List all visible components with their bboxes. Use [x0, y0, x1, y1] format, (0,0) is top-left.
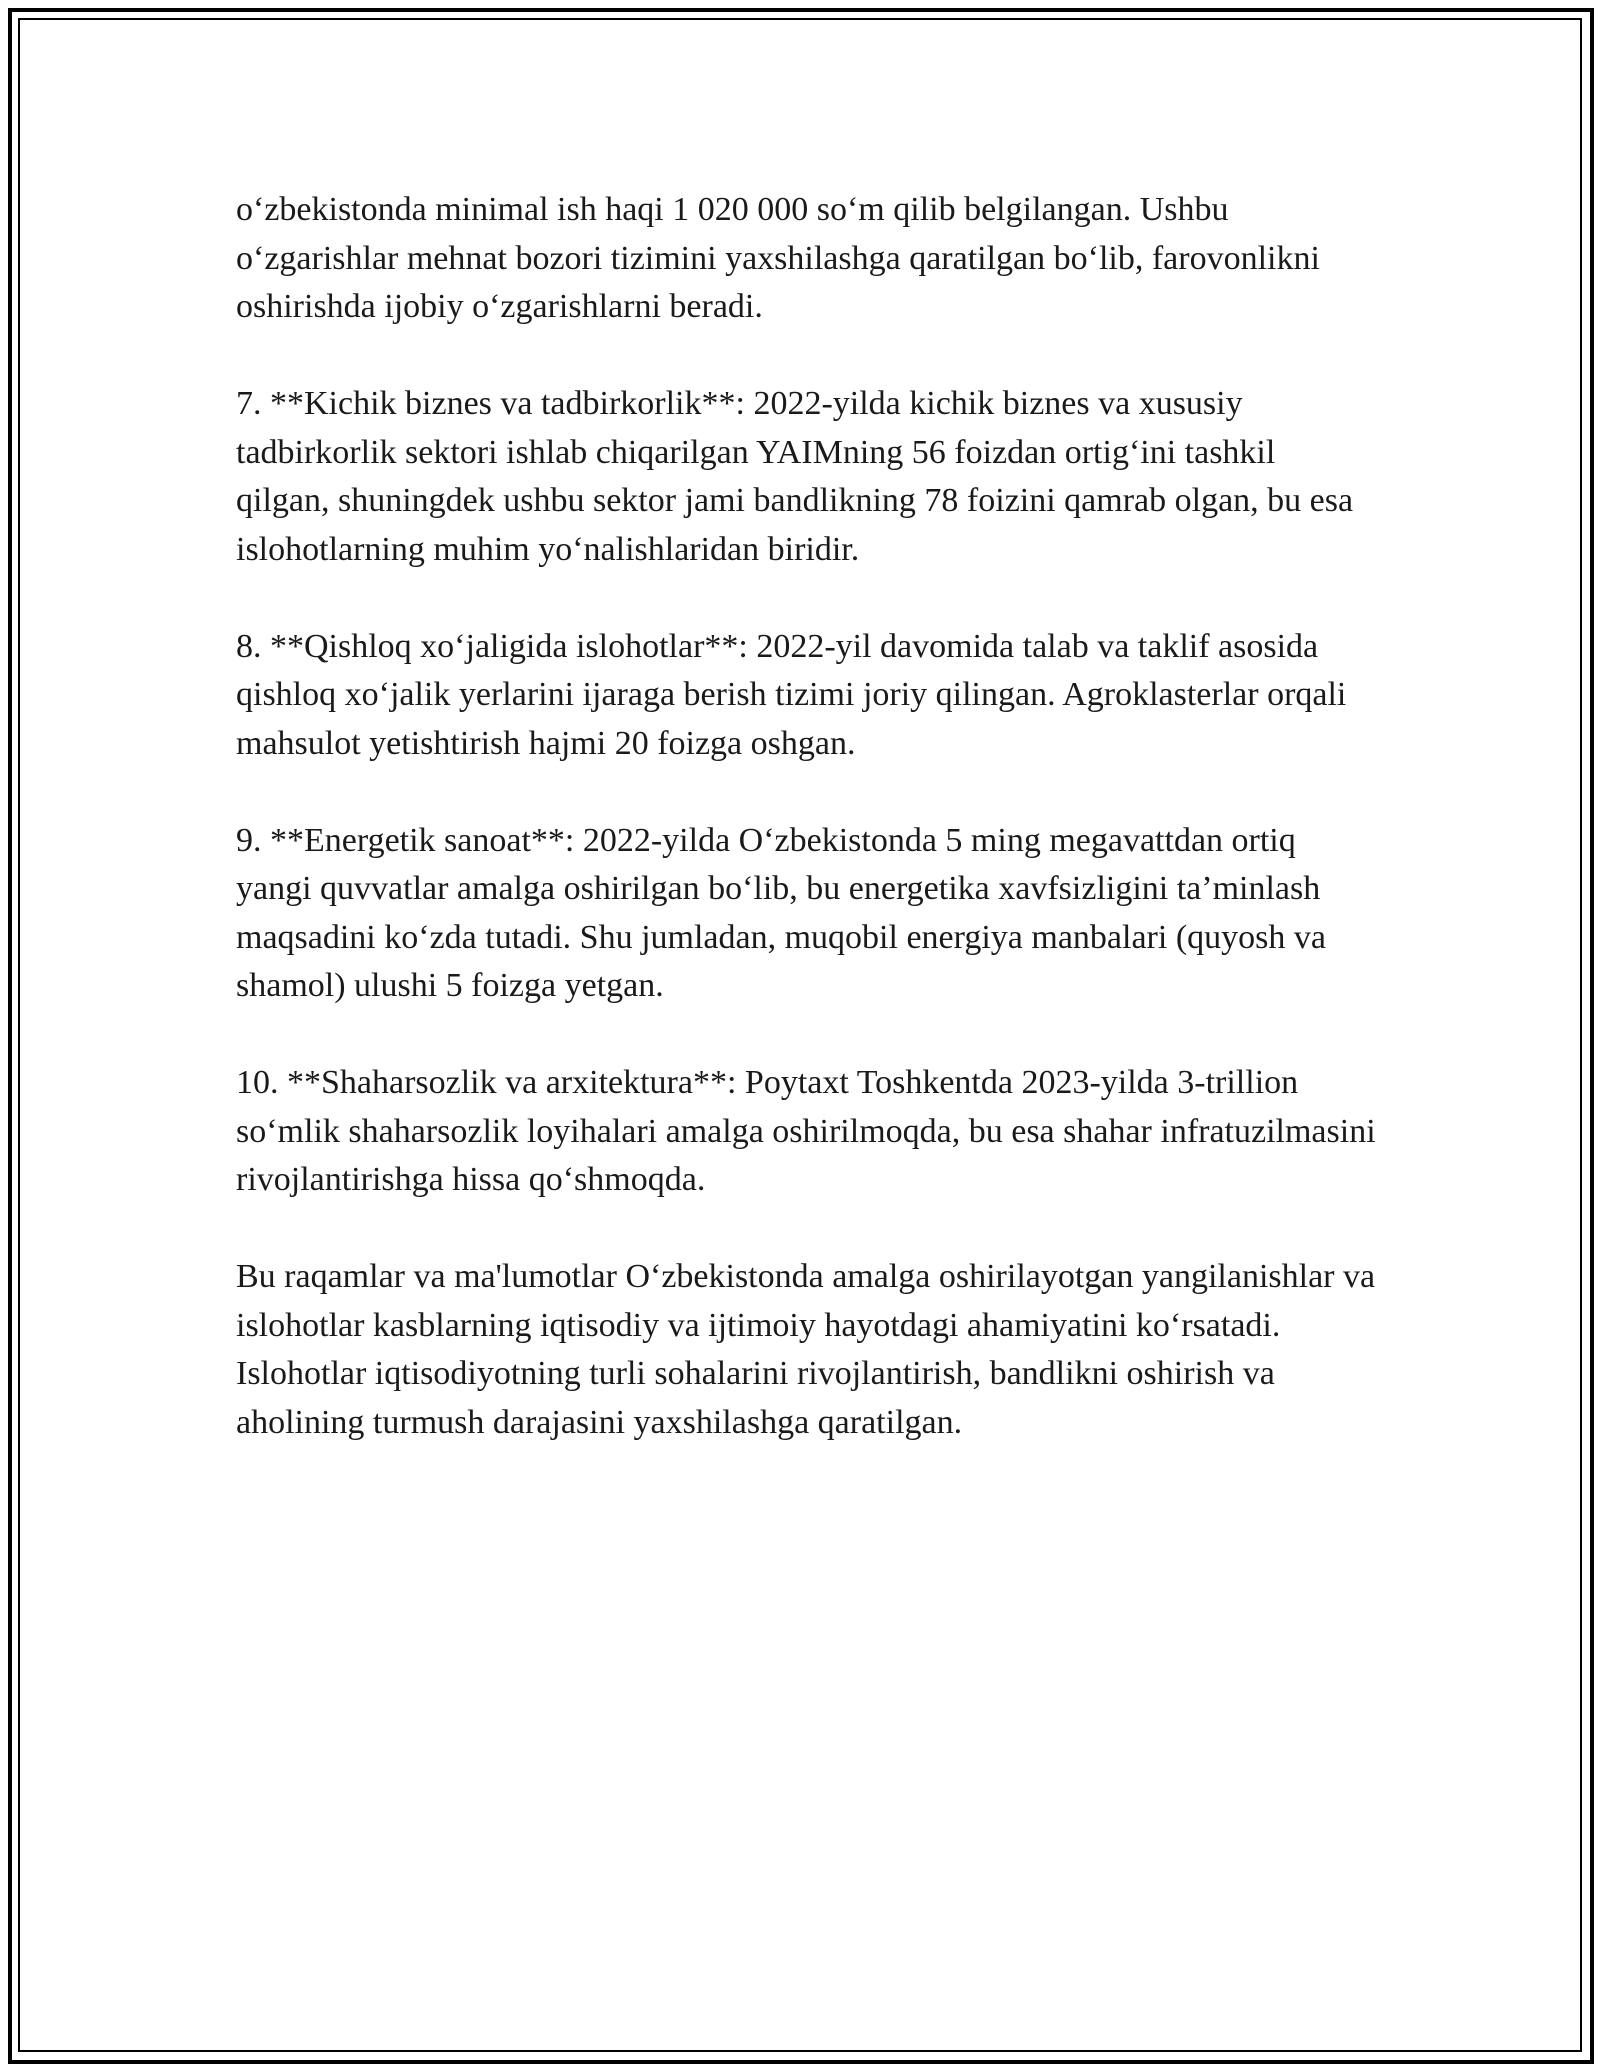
document-body [236, 186, 1376, 1447]
paragraph-minimum-wage: o‘zbekistonda minimal ish haqi 1 020 000 so‘m qilib belgilangan. Ushbu o‘zgarishlar mehnat bozori tizimini yaxshilashga qaratilgan bo‘lib, farovonlikni oshirishda ijobiy o‘zgarishlarni beradi. [236, 191, 1320, 325]
paragraph-small-business: 7. **Kichik biznes va tadbirkorlik**: 2022-yilda kichik biznes va xususiy tadbirkorlik sektori ishlab chiqarilgan YAIMning 56 foizdan ortig‘ini tashkil qilgan, shuningdek ushbu sektor jami bandlikning 78 foizini qamrab olgan, bu esa islohotlarning muhim yo‘nalishlaridan biridir. [236, 385, 1354, 568]
paragraph-agriculture: 8. **Qishloq xo‘jaligida islohotlar**: 2022-yil davomida talab va taklif asosida qishloq xo‘jalik yerlarini ijaraga berish tizimi joriy qilingan. Agroklasterlar orqali mahsulot yetishtirish hajmi 20 foizga oshgan. [236, 627, 1347, 762]
paragraph-conclusion: Bu raqamlar va ma'lumotlar O‘zbekistonda amalga oshirilayotgan yangilanishlar va islohotlar kasblarning iqtisodiy va ijtimoiy hayotdagi ahamiyatini ko‘rsatadi. Islohotlar iqtisodiyotning turli sohalarini rivojlantirish, bandlikni oshirish va aholining turmush darajasini yaxshilashga qaratilgan. [236, 1258, 1376, 1441]
paragraph-urban-planning: 10. **Shaharsozlik va arxitektura**: Poytaxt Toshkentda 2023-yilda 3-trillion so‘mlik shaharsozlik loyihalari amalga oshirilmoqda, bu esa shahar infratuzilmasini rivojlantirishga hissa qo‘shmoqda. [236, 1064, 1376, 1198]
paragraph-energy: 9. **Energetik sanoat**: 2022-yilda O‘zbekistonda 5 ming megavattdan ortiq yangi quvvatlar amalga oshirilgan bo‘lib, bu energetika xavfsizligini ta’minlash maqsadini ko‘zda tutadi. Shu jumladan, muqobil energiya manbalari (quyosh va shamol) ulushi 5 foizga yetgan. [236, 821, 1326, 1004]
